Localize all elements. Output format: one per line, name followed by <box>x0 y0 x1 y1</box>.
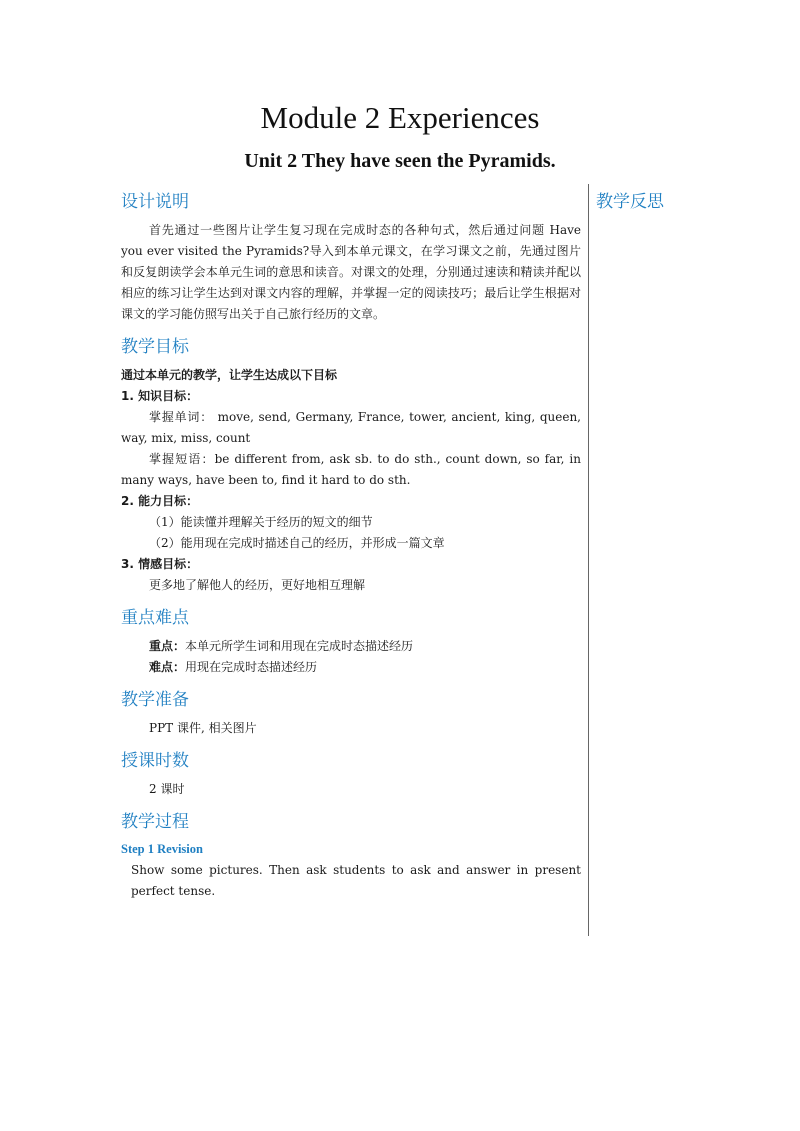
objectives-intro: 通过本单元的教学，让学生达成以下目标 <box>121 368 338 382</box>
phrases-line: 掌握短语：be different from, ask sb. to do sth., count down, so far, in many ways, have been to, find it hard to do sth. <box>121 452 581 487</box>
column-divider <box>588 184 589 936</box>
focus-label: 重点： <box>149 639 186 653</box>
difficulty-label: 难点： <box>149 660 186 674</box>
objectives-section <box>121 335 581 596</box>
page-title: Module 2 Experiences <box>260 100 540 135</box>
emotion-item-1: 更多地了解他人的经历，更好地相互理解 <box>149 578 366 592</box>
design-text: 首先通过一些图片让学生复习现在完成时态的各种句式，然后通过问题 Have you ever visited the Pyramids?导入到本单元课文，在学习课文之前，先通过图片和反复朗读学会本单元生词的意思和读音。对课文的处理，分别通过速读和精读并配以相应的练习让学生达到对课文内容的理解，并掌握一定的阅读技巧；最后让学生根据对课文的学习能仿照写出关于自己旅行经历的文章。 <box>121 223 581 321</box>
objectives-heading: 教学目标 <box>121 337 189 357</box>
difficulty-text: 用现在完成时态描述经历 <box>185 660 318 674</box>
focus-line <box>121 636 581 657</box>
hours-heading: 授课时数 <box>121 751 189 771</box>
reflection-heading: 教学反思 <box>596 192 664 212</box>
ability-item-2: （2）能用现在完成时描述自己的经历，并形成一篇文章 <box>149 536 445 550</box>
key-points-heading: 重点难点 <box>121 608 189 628</box>
main-column <box>121 190 581 902</box>
difficulty-line <box>121 657 581 678</box>
words-line: 掌握单词： move, send, Germany, France, tower, ancient, king, queen, way, mix, miss, count <box>121 410 581 445</box>
focus-text: 本单元所学生词和用现在完成时态描述经历 <box>185 639 414 653</box>
knowledge-label: 1. 知识目标： <box>121 389 199 403</box>
preparation-text: PPT 课件, 相关图片 <box>149 721 257 735</box>
key-points-section <box>121 606 581 678</box>
page-subtitle: Unit 2 They have seen the Pyramids. <box>244 150 556 172</box>
preparation-section <box>121 688 581 739</box>
design-heading: 设计说明 <box>121 192 189 212</box>
emotion-label: 3. 情感目标： <box>121 557 199 571</box>
step1-text: Show some pictures. Then ask students to ask and answer in present perfect tense. <box>131 863 581 898</box>
step1-title: Step 1 Revision <box>121 842 203 856</box>
ability-label: 2. 能力目标： <box>121 494 199 508</box>
design-section <box>121 190 581 325</box>
hours-text: 2 课时 <box>149 782 185 796</box>
preparation-heading: 教学准备 <box>121 690 189 710</box>
ability-item-1: （1）能读懂并理解关于经历的短文的细节 <box>149 515 373 529</box>
process-heading: 教学过程 <box>121 812 189 832</box>
hours-section <box>121 749 581 800</box>
process-section <box>121 810 581 902</box>
